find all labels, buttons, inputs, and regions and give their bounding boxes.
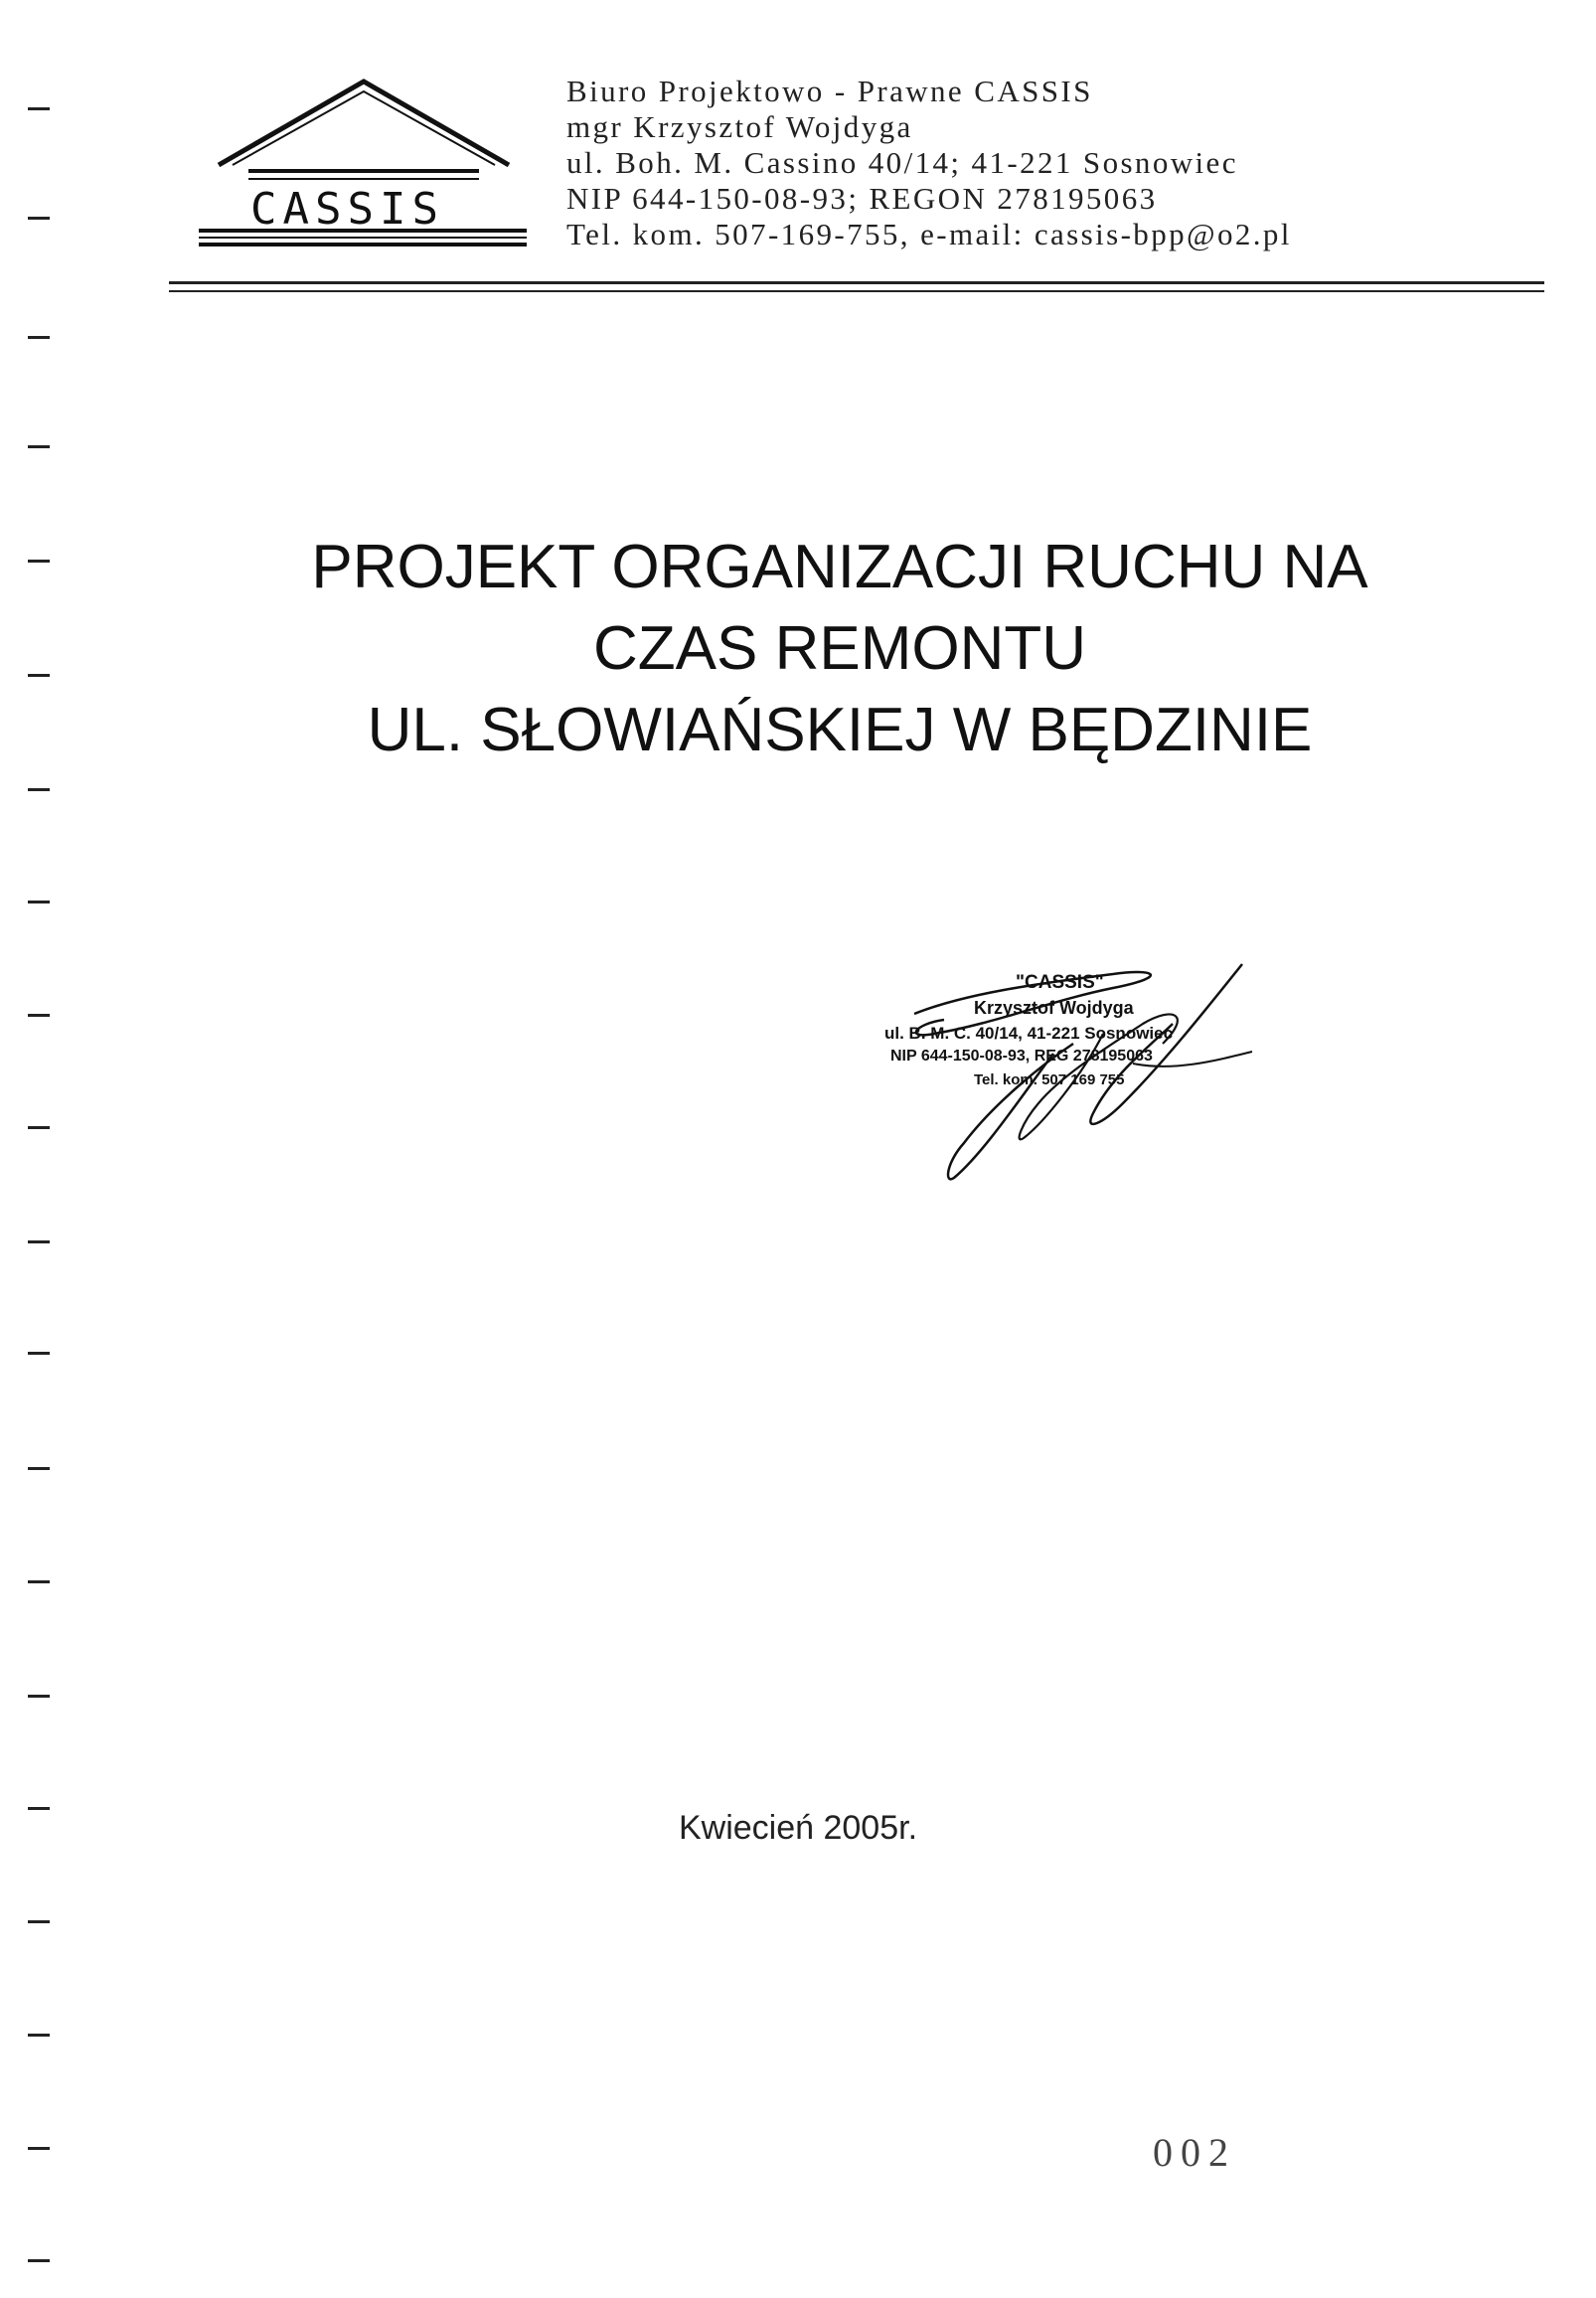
letterhead-contact-block [566, 74, 1520, 252]
header-divider-thick [169, 281, 1544, 284]
margin-mark [28, 1126, 50, 1129]
letterhead-address: ul. Boh. M. Cassino 40/14; 41-221 Sosnowiec [566, 145, 1238, 180]
stamp-name: "CASSIS" [1016, 972, 1104, 993]
stamp-ids: NIP 644-150-08-93, REG 278195063 [890, 1048, 1153, 1065]
letterhead-contact: Tel. kom. 507-169-755, e-mail: cassis-bpp@o2.pl [566, 217, 1292, 251]
stamp-owner: Krzysztof Wojdyga [974, 998, 1134, 1018]
margin-mark [28, 901, 50, 903]
margin-mark [28, 107, 50, 110]
handwritten-signature [875, 954, 1292, 1193]
margin-mark [28, 1014, 50, 1017]
house-roof-icon [189, 78, 527, 276]
margin-mark [28, 445, 50, 448]
document-date: Kwiecień 2005r. [678, 1809, 918, 1847]
title-line-1: PROJEKT ORGANIZACJI RUCHU NA [311, 533, 1368, 601]
letterhead-owner: mgr Krzysztof Wojdyga [566, 109, 913, 144]
margin-mark [28, 217, 50, 220]
margin-mark [28, 1352, 50, 1355]
margin-mark [28, 1467, 50, 1470]
margin-mark [28, 1240, 50, 1243]
header-divider-thin [169, 290, 1544, 292]
margin-mark [28, 2259, 50, 2262]
company-logo [189, 78, 527, 276]
stamp-phone: Tel. kom. 507 169 755 [974, 1071, 1125, 1088]
margin-mark [28, 788, 50, 791]
letterhead-tax-ids: NIP 644-150-08-93; REGON 278195063 [566, 181, 1158, 216]
margin-mark [28, 1580, 50, 1583]
document-title [139, 527, 1540, 771]
margin-mark [28, 2147, 50, 2150]
letterhead-company: Biuro Projektowo - Prawne CASSIS [566, 74, 1093, 108]
margin-mark [28, 336, 50, 339]
margin-mark [28, 2034, 50, 2037]
title-line-3: UL. SŁOWIAŃSKIEJ W BĘDZINIE [367, 696, 1313, 764]
page-number: 002 [1153, 2130, 1236, 2175]
logo-text: CASSIS [250, 184, 444, 235]
margin-mark [28, 1695, 50, 1698]
margin-mark [28, 560, 50, 563]
binder-margin-marks [0, 0, 80, 2298]
title-line-2: CZAS REMONTU [593, 614, 1086, 683]
stamp-address: ul. B. M. C. 40/14, 41-221 Sosnowiec [884, 1024, 1174, 1043]
margin-mark [28, 674, 50, 677]
company-stamp-with-signature [875, 954, 1292, 1193]
margin-mark [28, 1920, 50, 1923]
